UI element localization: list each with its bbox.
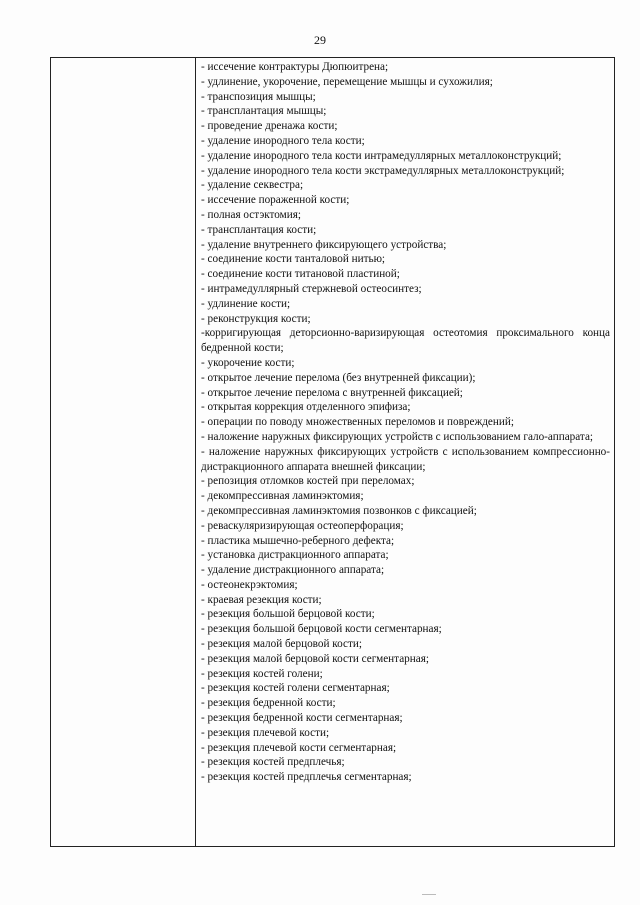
list-item: - декомпрессивная ламинэктомия;	[201, 490, 364, 503]
list-item: - интрамедуллярный стержневой остеосинтез;	[201, 282, 422, 295]
list-item: - открытое лечение перелома (без внутренней фиксации);	[201, 371, 476, 384]
procedures-list	[196, 58, 614, 785]
list-item: - краевая резекция кости;	[201, 593, 322, 606]
list-item: - соединение кости танталовой нитью;	[201, 253, 386, 266]
list-item: - резекция костей голени сегментарная;	[201, 682, 390, 695]
list-item: - резекция плечевой кости сегментарная;	[201, 741, 397, 754]
list-item: - иссечение пораженной кости;	[201, 194, 350, 207]
scan-artifact	[422, 894, 436, 895]
list-item: - резекция плечевой кости;	[201, 726, 330, 739]
list-item: - резекция костей голени;	[201, 667, 323, 680]
list-item: - удаление инородного тела кости интрамедуллярных металлоконструкций;	[201, 149, 562, 162]
list-item: - удаление секвестра;	[201, 179, 304, 192]
list-item: - декомпрессивная ламинэктомия позвонков с фиксацией;	[201, 504, 477, 517]
list-item: - удаление инородного тела кости экстрамедуллярных металлоконструкций;	[201, 164, 565, 177]
list-item: - репозиция отломков костей при переломах;	[201, 475, 415, 488]
list-item: - реваскуляризирующая остеоперфорация;	[201, 519, 404, 532]
list-item: - транспозиция мышцы;	[201, 90, 316, 103]
procedures-table	[50, 57, 615, 847]
list-item: - иссечение контрактуры Дюпюитрена;	[201, 61, 389, 73]
list-item: - реконструкция кости;	[201, 312, 311, 325]
list-item: - проведение дренажа кости;	[201, 120, 338, 133]
list-item: - удлинение, укорочение, перемещение мышцы и сухожилия;	[201, 75, 493, 88]
list-item: - резекция малой берцовой кости сегментарная;	[201, 652, 429, 665]
list-item: - соединение кости титановой пластиной;	[201, 268, 400, 281]
list-item: -корригирующая деторсионно-варизирующая остеотомия проксимального конца бедренной кости;	[201, 327, 610, 355]
list-item: - резекция большой берцовой кости;	[201, 608, 375, 621]
list-item: - резекция костей предплечья сегментарная;	[201, 771, 412, 784]
list-item: - резекция бедренной кости;	[201, 697, 336, 710]
list-item: - резекция костей предплечья;	[201, 756, 345, 769]
list-item: - трансплантация кости;	[201, 223, 317, 236]
list-item: - резекция бедренной кости сегментарная;	[201, 712, 403, 725]
list-item: - наложение наружных фиксирующих устройств с использованием гало-аппарата;	[201, 430, 594, 443]
list-item: - резекция большой берцовой кости сегментарная;	[201, 623, 442, 636]
list-item: - резекция малой берцовой кости;	[201, 638, 362, 651]
list-item: - полная остэктомия;	[201, 208, 301, 221]
page-number: 29	[314, 33, 326, 47]
list-item: - операции по поводу множественных переломов и повреждений;	[201, 416, 514, 429]
procedures-cell	[196, 58, 615, 847]
list-item: - открытая коррекция отделенного эпифиза;	[201, 401, 411, 414]
table-row	[51, 58, 615, 847]
list-item: - укорочение кости;	[201, 356, 295, 369]
list-item: - удаление внутреннего фиксирующего устройства;	[201, 238, 447, 251]
list-item: - трансплантация мышцы;	[201, 105, 327, 118]
list-item: - удаление инородного тела кости;	[201, 134, 365, 147]
list-item: - остеонекрэктомия;	[201, 578, 298, 591]
left-empty-cell	[51, 58, 196, 847]
list-item: - открытое лечение перелома с внутренней фиксацией;	[201, 386, 463, 399]
list-item: - установка дистракционного аппарата;	[201, 549, 389, 562]
list-item: - удаление дистракционного аппарата;	[201, 564, 385, 577]
list-item: - удлинение кости;	[201, 297, 291, 310]
list-item: - наложение наружных фиксирующих устройств с использованием компрессионно-дистракционного аппарата внешней фиксации;	[201, 445, 610, 473]
list-item: - пластика мышечно-реберного дефекта;	[201, 534, 395, 547]
